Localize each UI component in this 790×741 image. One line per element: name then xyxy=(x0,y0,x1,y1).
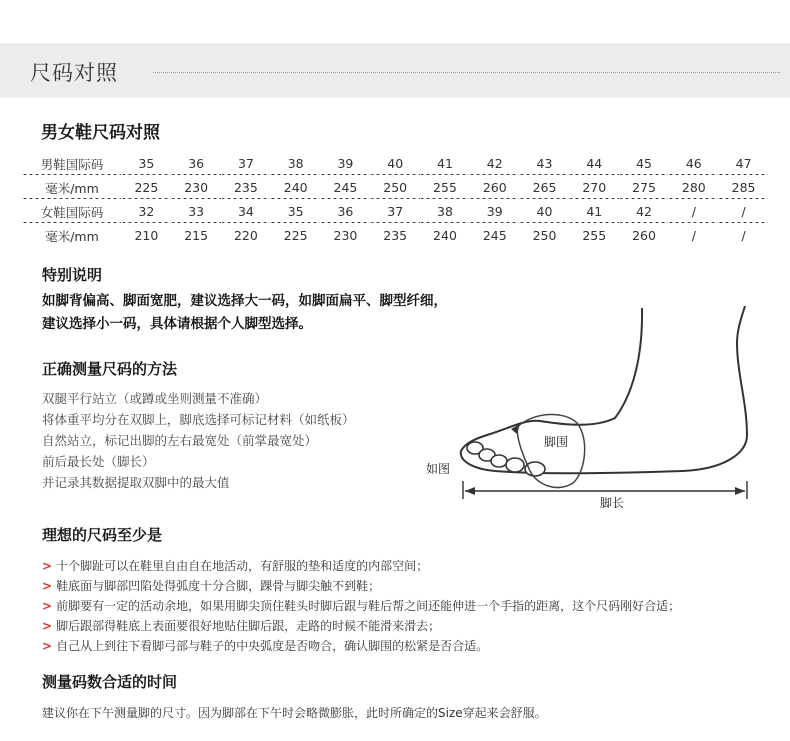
size-cell: 45 xyxy=(619,152,669,176)
size-cell: 35 xyxy=(271,200,321,224)
size-cell: / xyxy=(669,200,719,224)
toe xyxy=(525,462,545,476)
size-chart-table xyxy=(22,151,769,248)
size-chart-heading: 男女鞋尺码对照 xyxy=(41,123,160,143)
size-cell: 215 xyxy=(171,224,221,248)
size-cell: 32 xyxy=(122,200,172,224)
ideal-fit-point: > 脚后跟部得鞋底上表面要很好地贴住脚后跟，走路的时候不能滑来滑去； xyxy=(42,619,441,633)
size-cell: 36 xyxy=(171,152,221,176)
ideal-fit-point: > 十个脚趾可以在鞋里自由自在地活动，有舒服的垫和适度的内部空间； xyxy=(42,559,429,573)
header-divider xyxy=(153,72,780,73)
size-row-label: 女鞋国际码 xyxy=(23,200,122,224)
size-cell: 240 xyxy=(420,224,470,248)
timing-text: 建议你在下午测量脚的尺寸。因为脚部在下午时会略微膨胀，此时所确定的Size穿起来会舒服。 xyxy=(42,706,547,720)
size-cell: 43 xyxy=(520,152,570,176)
size-cell: 40 xyxy=(370,152,420,176)
toe xyxy=(491,455,507,467)
ideal-fit-point: > 前脚要有一定的活动余地，如果用脚尖顶住鞋头时脚后跟与鞋后帮之间还能伸进一个手指的距离，这个尺码刚好合适； xyxy=(42,599,681,613)
size-cell: 265 xyxy=(520,176,570,200)
foot-measure-illustration xyxy=(425,303,765,513)
special-note-line-1: 如脚背偏高、脚面宽肥，建议选择大一码，如脚面扁平、脚型纤细， xyxy=(42,293,447,309)
size-cell: 270 xyxy=(569,176,619,200)
arrow-bullet-icon: > xyxy=(42,579,53,593)
arrow-bullet-icon: > xyxy=(42,559,53,573)
arrow-bullet-icon: > xyxy=(42,619,53,633)
measure-step: 自然站立，标记出脚的左右最宽处（前掌最宽处） xyxy=(42,433,318,448)
size-cell: 245 xyxy=(321,176,371,200)
arrow-bullet-icon: > xyxy=(42,639,53,653)
size-cell: / xyxy=(719,200,769,224)
size-cell: 250 xyxy=(370,176,420,200)
girth-label: 脚围 xyxy=(544,435,569,449)
size-cell: 260 xyxy=(470,176,520,200)
size-cell: 260 xyxy=(619,224,669,248)
size-cell: 245 xyxy=(470,224,520,248)
size-cell: 39 xyxy=(321,152,371,176)
size-cell: 250 xyxy=(520,224,570,248)
ideal-fit-point: > 鞋底面与脚部凹陷处得弧度十分合脚，踝骨与脚尖触不到鞋； xyxy=(42,579,381,593)
size-cell: 42 xyxy=(619,200,669,224)
special-note-heading: 特别说明 xyxy=(42,266,103,284)
size-row-label: 男鞋国际码 xyxy=(23,152,122,176)
size-cell: 235 xyxy=(221,176,271,200)
figure-caption: 如图 xyxy=(426,462,451,476)
size-cell: 255 xyxy=(420,176,470,200)
size-cell: 255 xyxy=(569,224,619,248)
length-arrow-left xyxy=(465,487,475,495)
arrow-bullet-icon: > xyxy=(42,599,53,613)
section-header xyxy=(0,43,790,98)
size-cell: 37 xyxy=(370,200,420,224)
size-cell: 33 xyxy=(171,200,221,224)
size-row xyxy=(23,176,769,200)
size-cell: 210 xyxy=(122,224,172,248)
size-cell: 240 xyxy=(271,176,321,200)
page-title: 尺码对照 xyxy=(30,61,118,85)
size-cell: 47 xyxy=(719,152,769,176)
measure-method-heading: 正确测量尺码的方法 xyxy=(42,360,178,378)
size-row xyxy=(23,152,769,176)
size-cell: 285 xyxy=(719,176,769,200)
foot-outline xyxy=(461,306,747,473)
size-cell: 230 xyxy=(321,224,371,248)
size-cell: 41 xyxy=(569,200,619,224)
size-cell: 38 xyxy=(420,200,470,224)
size-cell: 39 xyxy=(470,200,520,224)
size-cell: 35 xyxy=(122,152,172,176)
size-cell: 280 xyxy=(669,176,719,200)
length-label: 脚长 xyxy=(600,496,625,510)
size-cell: 46 xyxy=(669,152,719,176)
size-row-label: 毫米/mm xyxy=(23,224,122,248)
size-cell: 36 xyxy=(321,200,371,224)
size-cell: 40 xyxy=(520,200,570,224)
size-cell: 41 xyxy=(420,152,470,176)
measure-step: 双腿平行站立（或蹲或坐则测量不准确） xyxy=(42,391,268,406)
size-row xyxy=(23,200,769,224)
size-row xyxy=(23,224,769,248)
size-cell: 225 xyxy=(271,224,321,248)
size-cell: 37 xyxy=(221,152,271,176)
measure-step: 将体重平均分在双脚上，脚底选择可标记材料（如纸板） xyxy=(42,412,355,427)
size-cell: 275 xyxy=(619,176,669,200)
size-cell: 225 xyxy=(122,176,172,200)
ideal-fit-heading: 理想的尺码至少是 xyxy=(42,526,163,544)
size-cell: 38 xyxy=(271,152,321,176)
length-arrow-right xyxy=(735,487,745,495)
size-cell: 44 xyxy=(569,152,619,176)
timing-heading: 测量码数合适的时间 xyxy=(42,673,178,691)
special-note-line-2: 建议选择小一码，具体请根据个人脚型选择。 xyxy=(42,316,312,332)
size-cell: / xyxy=(719,224,769,248)
size-cell: 235 xyxy=(370,224,420,248)
ideal-fit-point: > 自己从上到往下看脚弓部与鞋子的中央弧度是否吻合，确认脚围的松紧是否合适。 xyxy=(42,639,489,653)
size-cell: 230 xyxy=(171,176,221,200)
size-cell: 42 xyxy=(470,152,520,176)
toe xyxy=(506,458,524,472)
size-cell: 220 xyxy=(221,224,271,248)
size-cell: / xyxy=(669,224,719,248)
size-cell: 34 xyxy=(221,200,271,224)
measure-step: 前后最长处（脚长） xyxy=(42,454,155,469)
size-row-label: 毫米/mm xyxy=(23,176,122,200)
measure-step: 并记录其数据提取双脚中的最大值 xyxy=(42,475,230,490)
